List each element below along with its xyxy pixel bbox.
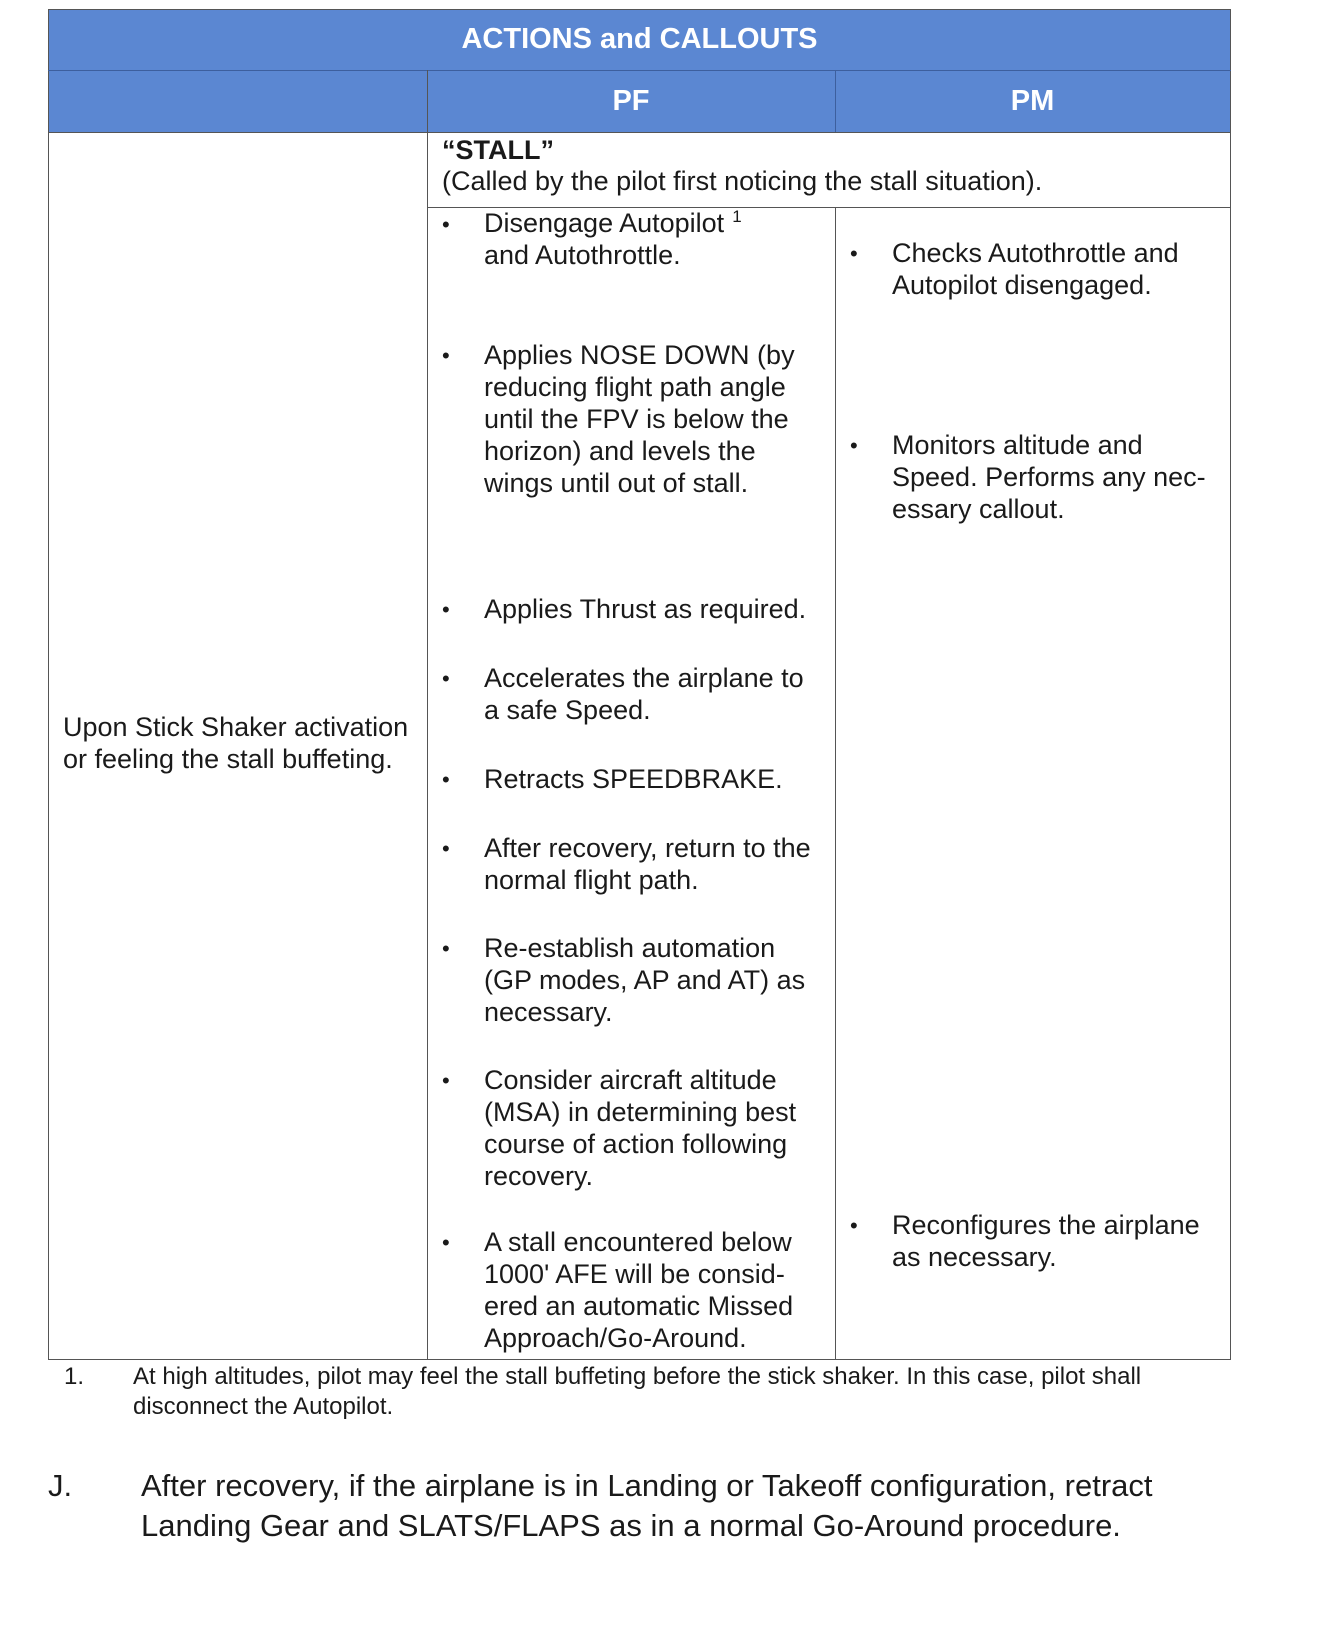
pf-item-line: horizon) and levels the xyxy=(484,436,756,466)
footnote-number: 1. xyxy=(64,1363,85,1390)
pf-item-line: course of action following xyxy=(484,1129,788,1159)
pf-item-line: (GP modes, AP and AT) as xyxy=(484,965,806,995)
pf-item-line: 1000' AFE will be consid- xyxy=(484,1259,785,1289)
pf-item-line: ered an automatic Missed xyxy=(484,1291,794,1321)
bullet-icon: • xyxy=(442,343,450,368)
pf-item-line: reducing flight path angle xyxy=(484,372,786,402)
pf-item-text xyxy=(484,1064,796,1192)
condition-line: or feeling the stall buffeting. xyxy=(63,744,393,774)
column-divider-condition xyxy=(427,70,428,1360)
table-title: ACTIONS and CALLOUTS xyxy=(461,23,818,55)
pf-item-line: until the FPV is below the xyxy=(484,404,789,434)
pm-item-line: Monitors altitude and xyxy=(892,430,1143,460)
pf-item-text xyxy=(484,763,783,795)
footnote-line: At high altitudes, pilot may feel the stall buffeting before the stick shaker. In this case, pilot shall xyxy=(133,1363,1142,1390)
pf-item-line: necessary. xyxy=(484,997,613,1027)
bullet-icon: • xyxy=(850,1213,858,1238)
pm-item-line: Checks Autothrottle and xyxy=(892,238,1179,268)
stall-callout-word: “STALL” xyxy=(442,135,554,165)
pf-item-text xyxy=(484,1226,793,1354)
paragraph-label: J. xyxy=(48,1468,73,1503)
bullet-icon: • xyxy=(442,1068,450,1093)
bullet-icon: • xyxy=(850,433,858,458)
pm-item-line: as necessary. xyxy=(892,1242,1057,1272)
pf-item-line: recovery. xyxy=(484,1161,594,1191)
pf-item-text xyxy=(484,832,811,896)
bullet-icon: • xyxy=(442,936,450,961)
bullet-icon: • xyxy=(442,666,450,691)
pf-item-line: Disengage Autopilot xyxy=(484,208,725,238)
pf-header-label: PF xyxy=(612,84,650,117)
pf-item-line: Consider aircraft altitude xyxy=(484,1065,777,1095)
pm-column-header xyxy=(835,70,1230,132)
condition-text xyxy=(63,711,408,775)
pf-item-text xyxy=(484,932,805,1028)
table-border-right xyxy=(1230,9,1231,1360)
table-border-bottom xyxy=(48,1359,1231,1360)
paragraph-text xyxy=(141,1466,1153,1546)
stall-callout-note: (Called by the pilot first noticing the stall situation). xyxy=(442,166,1043,196)
pm-item-line: Autopilot disengaged. xyxy=(892,270,1152,300)
footnote-text xyxy=(133,1362,1141,1422)
bullet-icon: • xyxy=(442,597,450,622)
pf-item-text xyxy=(484,593,806,625)
paragraph-line: Landing Gear and SLATS/FLAPS as in a normal Go-Around procedure. xyxy=(141,1508,1121,1543)
table-border-top xyxy=(48,9,1231,10)
pf-item-line: Applies Thrust as required. xyxy=(484,594,807,624)
pf-item-line: Re-establish automation xyxy=(484,933,776,963)
pf-item-line: and Autothrottle. xyxy=(484,240,681,270)
pf-item-line: wings until out of stall. xyxy=(484,468,749,498)
pf-item-line: After recovery, return to the xyxy=(484,833,811,863)
pf-item-line: Approach/Go-Around. xyxy=(484,1323,747,1353)
pm-item-line: Reconfigures the airplane xyxy=(892,1210,1200,1240)
column-divider-pf-pm xyxy=(835,207,836,1360)
pf-item-line: a safe Speed. xyxy=(484,695,651,725)
pf-item-line: Accelerates the airplane to xyxy=(484,663,804,693)
bullet-icon: • xyxy=(442,212,450,237)
pf-item-line: Retracts SPEEDBRAKE. xyxy=(484,764,783,794)
column-divider-pf-header xyxy=(835,70,836,132)
pf-item-line: (MSA) in determining best xyxy=(484,1097,797,1127)
pm-header-label: PM xyxy=(1010,84,1055,117)
footnote-ref: 1 xyxy=(732,207,742,226)
bullet-icon: • xyxy=(442,1230,450,1255)
header-divider-bottom xyxy=(48,132,1231,133)
bullet-icon: • xyxy=(442,836,450,861)
table-title-header xyxy=(49,9,1230,70)
condition-header-cell xyxy=(49,70,427,132)
pm-item-line: essary callout. xyxy=(892,494,1065,524)
bullet-icon: • xyxy=(442,767,450,792)
pf-column-header xyxy=(427,70,835,132)
pf-item-text xyxy=(484,207,742,271)
condition-line: Upon Stick Shaker activation xyxy=(63,712,409,742)
pm-item-text xyxy=(892,237,1179,301)
pf-item-line: A stall encountered below xyxy=(484,1227,792,1257)
paragraph-line: After recovery, if the airplane is in Landing or Takeoff configuration, retract xyxy=(141,1468,1153,1503)
pm-item-text xyxy=(892,1209,1200,1273)
header-divider-title xyxy=(48,70,1231,71)
table-border-left xyxy=(48,9,49,1360)
pf-item-line: normal flight path. xyxy=(484,865,699,895)
pm-item-line: Speed. Performs any nec- xyxy=(892,462,1206,492)
pf-item-text xyxy=(484,662,804,726)
pf-item-line: Applies NOSE DOWN (by xyxy=(484,340,795,370)
pf-item-text xyxy=(484,339,795,499)
bullet-icon: • xyxy=(850,241,858,266)
footnote-line: disconnect the Autopilot. xyxy=(133,1393,394,1420)
pm-item-text xyxy=(892,429,1206,525)
